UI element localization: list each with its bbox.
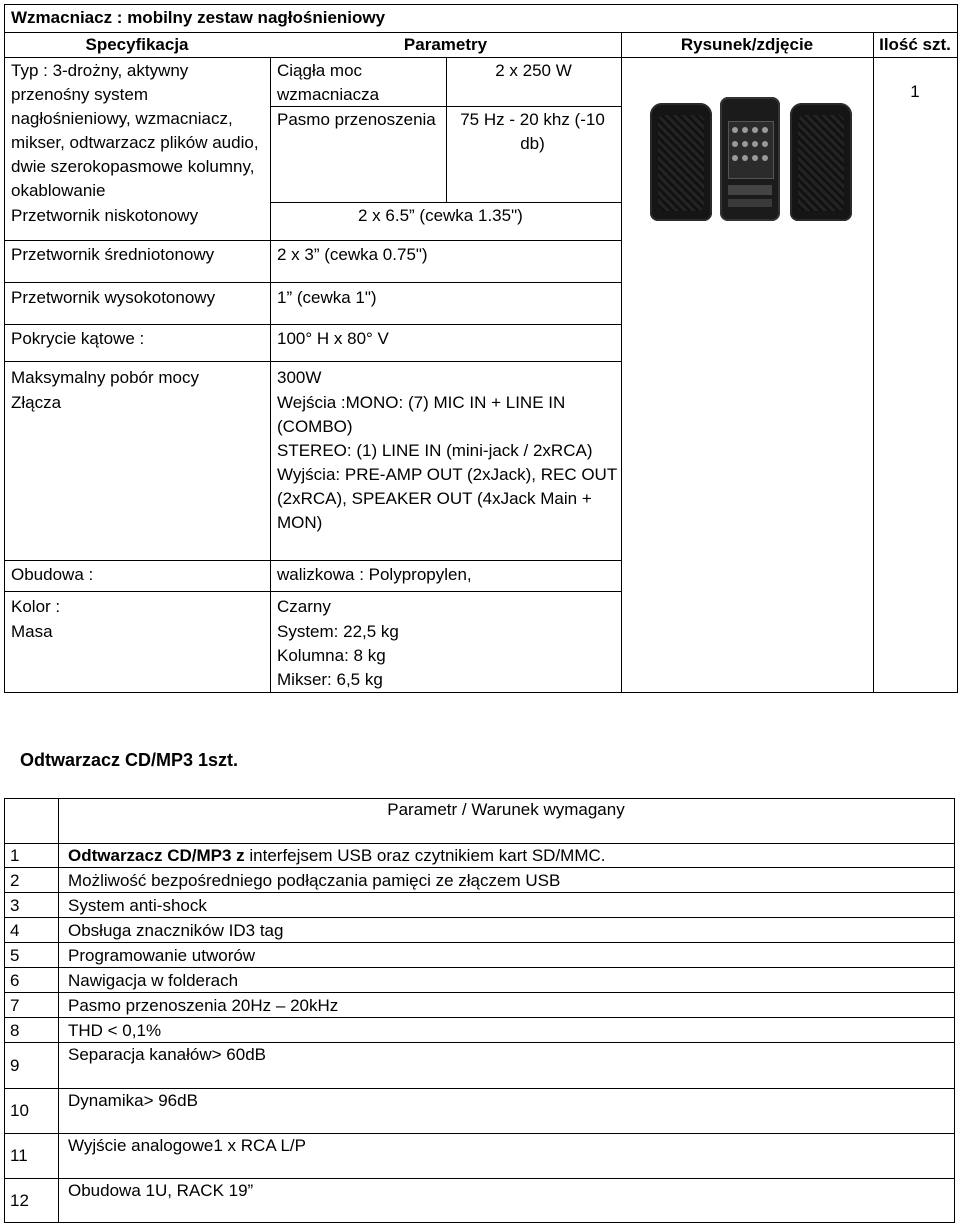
weight-speaker: Kolumna: 8 kg [277, 646, 386, 665]
item-text: Pasmo przenoszenia 20Hz – 20kHz [68, 996, 339, 1015]
mixer-image [720, 97, 780, 221]
item-number: 11 [10, 1146, 28, 1165]
item-number: 12 [10, 1191, 29, 1210]
band-label: Pasmo przenoszenia [277, 110, 436, 129]
power-value: 2 x 250 W [495, 61, 572, 80]
max-power-value: 300W [277, 368, 322, 387]
woofer-value: 2 x 6.5” (cewka 1.35") [358, 206, 523, 225]
item-number: 9 [10, 1056, 20, 1075]
item-text: Obsługa znaczników ID3 tag [68, 921, 284, 940]
document-title: Wzmacniacz : mobilny zestaw nagłośnieniowy [11, 8, 386, 27]
requirements-header: Parametr / Warunek wymagany [387, 800, 625, 819]
tweeter-label: Przetwornik wysokotonowy [11, 288, 216, 307]
midrange-value: 2 x 3” (cewka 0.75") [277, 245, 428, 264]
connectors-inputs-stereo: STEREO: (1) LINE IN (mini-jack / 2xRCA) [277, 441, 593, 460]
weight-system: System: 22,5 kg [277, 622, 399, 641]
woofer-label: Przetwornik niskotonowy [11, 206, 199, 225]
item-text: Możliwość bezpośredniego podłączania pamięci ze złączem USB [68, 871, 561, 890]
header-specification: Specyfikacja [85, 35, 189, 54]
item-number: 8 [10, 1021, 20, 1040]
item-text-rest: interfejsem USB oraz czytnikiem kart SD/MMC. [244, 846, 606, 865]
item-text [68, 844, 606, 868]
product-photo [640, 95, 860, 235]
system-type-description: Typ : 3-drożny, aktywny przenośny system nagłośnieniowy, wzmacniacz, mikser, odtwarzacz plików audio, dwie szerokopasmowe kolumny, okablowanie [11, 61, 259, 200]
color-value: Czarny [277, 597, 331, 616]
weight-mixer: Mikser: 6,5 kg [277, 670, 383, 689]
quantity-value: 1 [910, 82, 920, 101]
housing-label: Obudowa : [11, 565, 94, 584]
housing-value: walizkowa : Polypropylen, [277, 565, 472, 584]
item-text: Nawigacja w folderach [68, 971, 239, 990]
item-text: Wyjście analogowe1 x RCA L/P [68, 1136, 306, 1155]
connectors-outputs: Wyjścia: PRE-AMP OUT (2xJack), REC OUT (2xRCA), SPEAKER OUT (4xJack Main + MON) [277, 465, 617, 532]
item-text: Programowanie utworów [68, 946, 256, 965]
item-number: 7 [10, 996, 20, 1015]
item-text: Separacja kanałów> 60dB [68, 1045, 266, 1064]
cd-player-section-title: Odtwarzacz CD/MP3 1szt. [20, 750, 239, 770]
weight-label: Masa [11, 622, 53, 641]
connectors-label: Złącza [11, 393, 62, 412]
item-text-bold: Odtwarzacz CD/MP3 z [68, 846, 245, 865]
item-text: THD < 0,1% [68, 1021, 162, 1040]
header-parameters: Parametry [403, 35, 488, 54]
speaker-right-image [790, 103, 852, 221]
header-image: Rysunek/zdjęcie [680, 35, 814, 54]
midrange-label: Przetwornik średniotonowy [11, 245, 215, 264]
item-number: 3 [10, 896, 20, 915]
item-text: System anti-shock [68, 896, 207, 915]
header-quantity: Ilość szt. [879, 35, 951, 54]
color-label: Kolor : [11, 597, 61, 616]
item-number: 2 [10, 871, 20, 890]
item-number: 6 [10, 971, 20, 990]
item-number: 4 [10, 921, 20, 940]
item-text: Obudowa 1U, RACK 19” [68, 1181, 254, 1200]
speaker-left-image [650, 103, 712, 221]
connectors-inputs-mono: Wejścia :MONO: (7) MIC IN + LINE IN (COMBO) [277, 393, 566, 436]
item-text: Dynamika> 96dB [68, 1091, 198, 1110]
item-number: 1 [10, 846, 20, 865]
coverage-value: 100° H x 80° V [277, 329, 389, 348]
max-power-label: Maksymalny pobór mocy [11, 368, 200, 387]
coverage-label: Pokrycie kątowe : [11, 329, 145, 348]
item-number: 5 [10, 946, 20, 965]
power-label: Ciągła moc wzmacniacza [277, 61, 380, 104]
band-value: 75 Hz - 20 khz (-10 db) [460, 110, 605, 153]
item-number: 10 [10, 1101, 29, 1120]
tweeter-value: 1” (cewka 1") [277, 288, 377, 307]
